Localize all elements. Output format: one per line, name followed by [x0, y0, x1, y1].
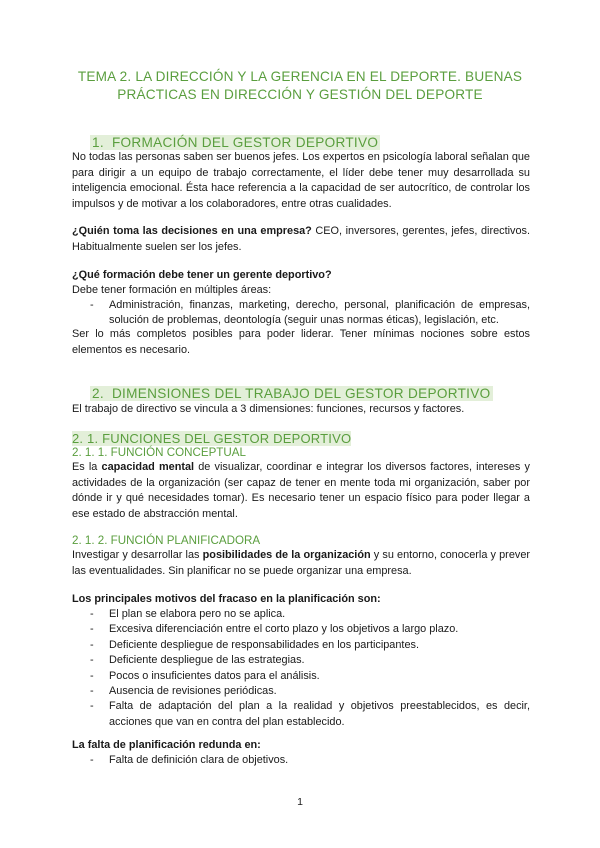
list-item: - Ausencia de revisiones periódicas.	[90, 684, 530, 699]
section-1-paragraph-3: Ser lo más completos posibles para poder liderar. Tener mínimas nociones sobre estos elementos es necesario.	[72, 328, 530, 356]
falta-heading-text: La falta de planificación redunda en:	[72, 739, 261, 751]
fp-post: y su entorno, conocerla y prever las eventualidades. Sin planificar no se puede organizar una empresa.	[72, 549, 530, 577]
fc-pre: Es la	[72, 461, 102, 473]
subsection-2-1-heading: 2. 1. FUNCIONES DEL GESTOR DEPORTIVO	[72, 431, 352, 446]
fp-pre: Investigar y desarrollar las	[72, 549, 203, 561]
motivos-heading-text: Los principales motivos del fracaso en la planificación son:	[72, 593, 381, 605]
list-item: - Administración, finanzas, marketing, derecho, personal, planificación de empresas, solución de problemas, deontología (seguir unas normas éticas), legislación, etc.	[90, 298, 530, 329]
funcion-conceptual-paragraph	[72, 460, 530, 522]
list-item: - Falta de definición clara de objetivos.	[90, 753, 530, 768]
section-2-intro: El trabajo de directivo se vincula a 3 dimensiones: funciones, recursos y factores.	[72, 403, 465, 415]
list-item: - Excesiva diferenciación entre el corto plazo y los objetivos a largo plazo.	[90, 622, 530, 637]
section-1-heading	[90, 135, 380, 150]
section-2-heading	[90, 386, 493, 401]
section-1-number: 1.	[92, 135, 104, 150]
list-item: - Deficiente despliegue de responsabilidades en los participantes.	[90, 638, 530, 653]
list-item: - Pocos o insuficientes datos para el análisis.	[90, 669, 530, 684]
list-item: - Deficiente despliegue de las estrategias.	[90, 653, 530, 668]
question-2-text: ¿Qué formación debe tener un gerente deportivo?	[72, 269, 332, 281]
section-1-heading-text: FORMACIÓN DEL GESTOR DEPORTIVO	[111, 135, 379, 150]
section-2-heading-text: DIMENSIONES DEL TRABAJO DEL GESTOR DEPORTIVO	[111, 386, 491, 401]
section-1-bullet-list	[90, 298, 530, 329]
page-number: 1	[297, 796, 303, 808]
funcion-planificadora-paragraph	[72, 548, 530, 579]
section-1-paragraph-1: No todas las personas saben ser buenos jefes. Los expertos en psicología laboral señalan que para dirigir a un equipo de trabajo correctamente, el líder debe tener muy desarrollada su inteligencia emocional. Ésta hace referencia a la capacidad de ser autocrítico, de controlar los impulsos y de motivar a los colaboradores, entre otras cualidades.	[72, 151, 530, 210]
question-1: ¿Quién toma las decisiones en una empresa?	[72, 225, 312, 237]
list-item: - El plan se elabora pero no se aplica.	[90, 607, 530, 622]
fc-bold: capacidad mental	[101, 461, 195, 473]
section-2-number: 2.	[92, 386, 104, 401]
section-1-paragraph-2: Debe tener formación en múltiples áreas:	[72, 284, 272, 296]
fp-bold: posibilidades de la organización	[202, 549, 371, 561]
motivos-heading	[72, 592, 530, 608]
answer-1: CEO, inversores, gerentes, jefes, directivos. Habitualmente suelen ser los jefes.	[72, 225, 530, 253]
list-item: - Falta de adaptación del plan a la realidad y objetivos preestablecidos, es decir, acciones que van en contra del plan establecido.	[90, 699, 530, 730]
section-1-question-2	[72, 268, 530, 284]
subsection-2-1-2-heading: 2. 1. 2. FUNCIÓN PLANIFICADORA	[72, 534, 261, 547]
motivos-list	[90, 607, 530, 730]
section-1-question-1-paragraph	[72, 224, 530, 255]
falta-heading	[72, 738, 530, 754]
falta-list	[90, 753, 530, 768]
fc-post: de visualizar, coordinar e integrar los diversos factores, intereses y actividades de la organización (ser capaz de tener en mente toda mi organización, saber por dónde ir y qué necesidades tomar). Es necesario tener un espacio físico para poder llegar a ese estado de abstracción mental.	[72, 461, 530, 520]
document-title: TEMA 2. LA DIRECCIÓN Y LA GERENCIA EN EL DEPORTE. BUENAS PRÁCTICAS EN DIRECCIÓN Y GESTIÓN DEL DEPORTE	[77, 69, 523, 102]
subsection-2-1-1-heading: 2. 1. 1. FUNCIÓN CONCEPTUAL	[72, 446, 246, 459]
